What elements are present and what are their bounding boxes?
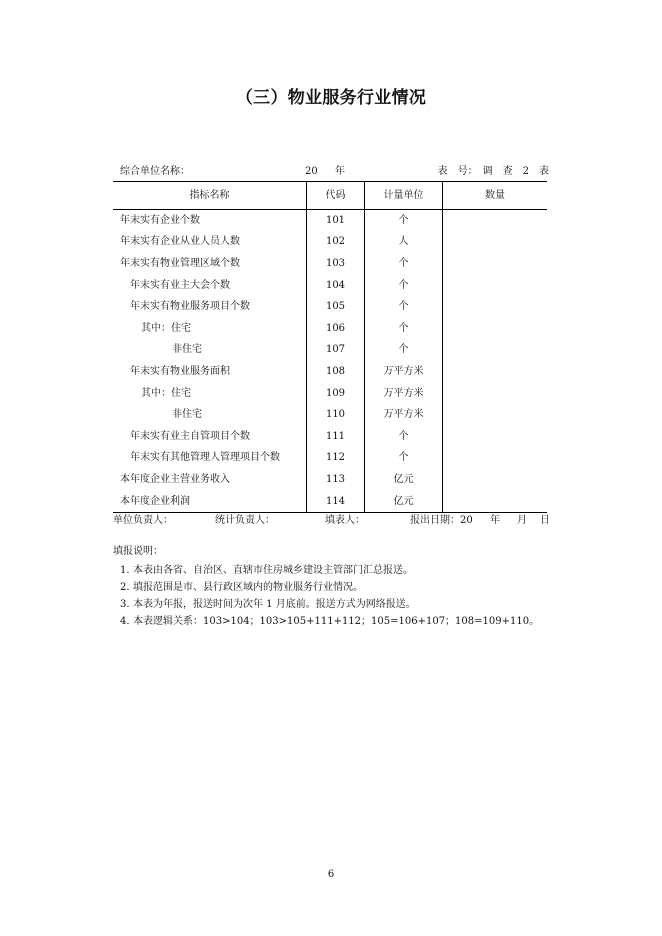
table-number: 表 号： 调 查 2 表: [437, 166, 549, 177]
report-date-month: 月: [517, 515, 527, 526]
row-name: 其中：住宅: [141, 387, 191, 399]
row-quantity: [442, 491, 547, 513]
row-name: 年末实有其他管理人管理项目个数: [130, 452, 280, 464]
year-suffix: 年: [335, 166, 345, 177]
table-row: [113, 426, 547, 448]
row-quantity: [442, 404, 547, 426]
row-unit: 万平方米: [364, 361, 442, 383]
row-code: 109: [306, 383, 364, 405]
row-unit: 万平方米: [364, 404, 442, 426]
stats-head-label: 统计负责人：: [215, 515, 275, 526]
report-date-day: 日: [540, 515, 550, 526]
page-number: 6: [327, 869, 335, 880]
row-quantity: [442, 469, 547, 491]
column-header-quantity: 数量: [442, 182, 547, 209]
note-number: 4.: [120, 616, 130, 627]
row-name: 本年度企业主营业务收入: [120, 473, 230, 485]
row-unit: 亿元: [364, 469, 442, 491]
column-header-name: 指标名称: [189, 189, 230, 201]
note-item: [120, 565, 413, 577]
note-item: [120, 582, 363, 594]
row-name: 年末实有企业个数: [120, 214, 200, 226]
row-quantity: [442, 340, 547, 362]
table-row: [113, 469, 547, 491]
row-unit: 人: [364, 232, 442, 254]
note-text: 填报范围是市、县行政区域内的物业服务行业情况。: [133, 582, 363, 593]
table-row: [113, 491, 547, 513]
table-header-row: [113, 182, 547, 210]
row-name: 非住宅: [172, 409, 202, 421]
row-quantity: [442, 361, 547, 383]
row-name: 年末实有物业服务项目个数: [130, 301, 250, 313]
table-row: [113, 448, 547, 470]
note-text: 本表为年报，报送时间为次年 1 月底前。报送方式为网络报送。: [133, 599, 416, 610]
note-text: 本表逻辑关系：103>104；103>105+111+112；105=106+107；108=109+110。: [133, 616, 540, 627]
row-quantity: [442, 448, 547, 470]
note-text: 本表由各省、自治区、直辖市住房城乡建设主管部门汇总报送。: [133, 565, 413, 576]
row-code: 104: [306, 275, 364, 297]
row-unit: 亿元: [364, 491, 442, 513]
note-number: 3.: [120, 599, 130, 610]
row-code: 111: [306, 426, 364, 448]
row-quantity: [442, 210, 547, 232]
row-quantity: [442, 296, 547, 318]
row-name: 年末实有企业从业人员人数: [120, 236, 240, 248]
row-name: 本年度企业利润: [120, 495, 190, 507]
row-code: 110: [306, 404, 364, 426]
row-unit: 个: [364, 296, 442, 318]
row-code: 103: [306, 253, 364, 275]
row-code: 105: [306, 296, 364, 318]
row-quantity: [442, 318, 547, 340]
row-code: 114: [306, 491, 364, 513]
row-name: 其中：住宅: [141, 322, 191, 334]
row-code: 107: [306, 340, 364, 362]
row-name: 年末实有业主大会个数: [130, 279, 230, 291]
row-code: 112: [306, 448, 364, 470]
row-quantity: [442, 232, 547, 254]
note-number: 2.: [120, 582, 130, 593]
page-title: （三）物业服务行业情况: [235, 88, 427, 108]
table-row: [113, 232, 547, 254]
column-header-unit: 计量单位: [364, 182, 442, 209]
table-row: [113, 275, 547, 297]
table-row: [113, 210, 547, 232]
row-quantity: [442, 275, 547, 297]
table-row: [113, 253, 547, 275]
row-code: 113: [306, 469, 364, 491]
row-code: 101: [306, 210, 364, 232]
unit-name-label: 综合单位名称：: [120, 166, 190, 177]
table-row: [113, 318, 547, 340]
year-prefix: 20: [305, 166, 318, 177]
notes-heading: 填报说明：: [113, 546, 163, 557]
report-date-label: 报出日期：20: [410, 515, 473, 526]
statistics-table: [113, 181, 547, 513]
row-name: 非住宅: [172, 344, 202, 356]
filler-label: 填表人：: [325, 515, 365, 526]
row-unit: 个: [364, 340, 442, 362]
table-row: [113, 340, 547, 362]
row-unit: 个: [364, 275, 442, 297]
row-unit: 万平方米: [364, 383, 442, 405]
note-number: 1.: [120, 565, 130, 576]
note-item: [120, 616, 539, 628]
row-code: 106: [306, 318, 364, 340]
column-header-code: 代码: [306, 182, 364, 209]
row-unit: 个: [364, 318, 442, 340]
row-quantity: [442, 383, 547, 405]
row-quantity: [442, 253, 547, 275]
row-unit: 个: [364, 426, 442, 448]
row-name: 年末实有物业管理区域个数: [120, 257, 240, 269]
row-name: 年末实有物业服务面积: [130, 365, 230, 377]
report-date-year: 年: [490, 515, 500, 526]
unit-head-label: 单位负责人：: [113, 515, 173, 526]
row-quantity: [442, 426, 547, 448]
row-unit: 个: [364, 210, 442, 232]
table-row: [113, 404, 547, 426]
row-unit: 个: [364, 448, 442, 470]
row-name: 年末实有业主自管项目个数: [130, 430, 250, 442]
note-item: [120, 599, 416, 611]
table-row: [113, 383, 547, 405]
row-unit: 个: [364, 253, 442, 275]
row-code: 102: [306, 232, 364, 254]
table-row: [113, 361, 547, 383]
table-row: [113, 296, 547, 318]
row-code: 108: [306, 361, 364, 383]
